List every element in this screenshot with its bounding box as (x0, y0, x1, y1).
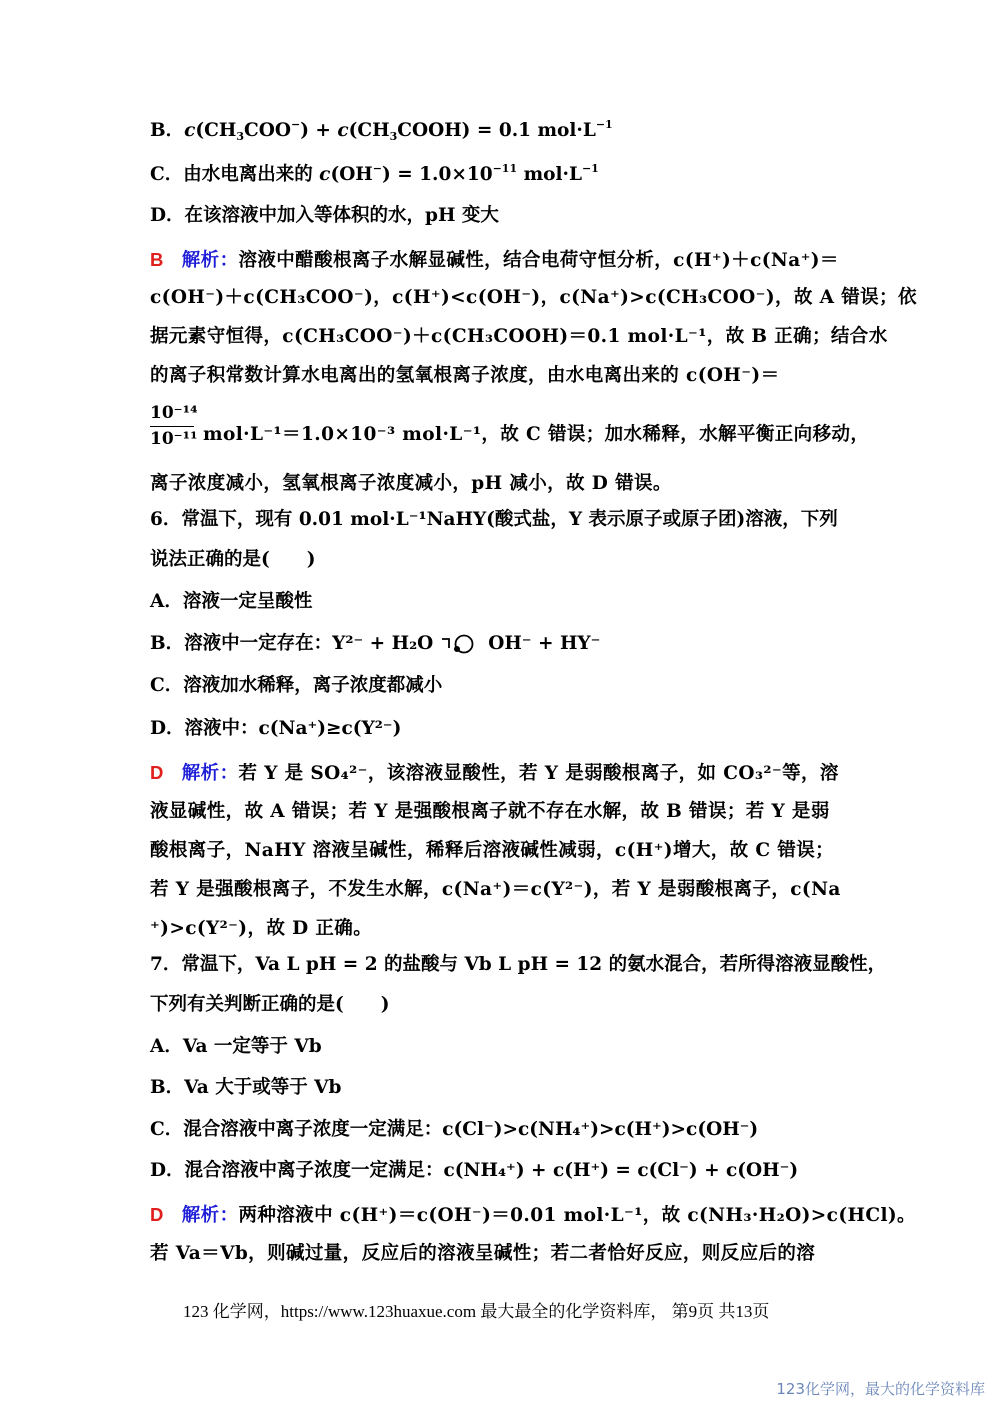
q6-option-b: B．溶液中一定存在：Y²⁻ + H₂O OH⁻ + HY⁻ (150, 633, 601, 654)
page-footer: 123 化学网，https://www.123huaxue.com 最大最全的化学资料库， 第9页 共13页 (183, 1302, 770, 1321)
q7-option-b: B．Va 大于或等于 Vb (150, 1077, 342, 1098)
q5-analysis-line-5: mol·L⁻¹＝1.0×10⁻³ mol·L⁻¹，故 C 错误；加水稀释，水解平衡正向移动， (203, 424, 870, 445)
watermark: 123化学网，最大的化学资料库 (776, 1380, 985, 1398)
q7-option-d: D．混合溶液中离子浓度一定满足：c(NH₄⁺) + c(H⁺) = c(Cl⁻) + c(OH⁻) (150, 1160, 799, 1181)
q5-option-b: B．$c(CH_3COO^-)$ + $c(CH_3COOH) = 0.1$ $mol\cdot L^{-1}$ (150, 118, 613, 143)
q5-analysis-line-3: 据元素守恒得，c(CH₃COO⁻)＋c(CH₃COOH)＝0.1 mol·L⁻¹，故 B 正确；结合水 (150, 326, 888, 347)
q6-option-c: C．溶液加水稀释，离子浓度都减小 (150, 675, 443, 696)
q6-option-d: D．溶液中：c(Na⁺)≥c(Y²⁻) (150, 718, 402, 739)
q5-option-c: C．由水电离出来的 $c(OH^-) = 1.0\times 10^{-11}$ $mol\cdot L^{-1}$ (150, 162, 599, 185)
q6-analysis-line-1: D 解析：若 Y 是 SO₄²⁻，该溶液显酸性，若 Y 是弱酸根离子，如 CO₃²⁻等，溶 (150, 762, 839, 784)
q6-answer: D (150, 762, 164, 783)
q6-analysis-line-5: ⁺)>c(Y²⁻)，故 D 正确。 (150, 918, 373, 939)
q7-analysis-line-1: D 解析：两种溶液中 c(H⁺)＝c(OH⁻)＝0.01 mol·L⁻¹，故 c(NH₃·H₂O)>c(HCl)。 (150, 1204, 916, 1226)
analysis-label: 解析： (181, 1205, 239, 1226)
fraction-bar (150, 426, 194, 427)
q7-answer: D (150, 1204, 164, 1225)
q6-stem-line-2: 说法正确的是( ) (150, 549, 316, 570)
analysis-label: 解析： (181, 763, 239, 784)
q6-option-a: A．溶液一定呈酸性 (150, 591, 313, 612)
q5-analysis-line-4: 的离子积常数计算水电离出的氢氧根离子浓度，由水电离出来的 c(OH⁻)＝ (150, 365, 780, 386)
analysis-label: 解析： (181, 250, 239, 271)
q6-stem-line-1: 6．常温下，现有 0.01 mol·L⁻¹NaHY(酸式盐，Y 表示原子或原子团)溶液，下列 (150, 509, 838, 530)
q7-option-c: C．混合溶液中离子浓度一定满足：c(Cl⁻)>c(NH₄⁺)>c(H⁺)>c(OH⁻) (150, 1119, 759, 1140)
fraction-denominator: 10⁻¹¹ (150, 429, 198, 449)
q6-analysis-line-2: 液显碱性，故 A 错误；若 Y 是强酸根离子就不存在水解，故 B 错误；若 Y 是弱 (150, 801, 830, 822)
q5-analysis-line-6: 离子浓度减小，氢氧根离子浓度减小，pH 减小，故 D 错误。 (150, 473, 672, 494)
q5-fraction (150, 403, 198, 449)
equilibrium-arrow-icon (440, 634, 482, 654)
fraction-numerator: 10⁻¹⁴ (150, 403, 198, 423)
q5-analysis-line-1: B 解析：溶液中醋酸根离子水解显碱性，结合电荷守恒分析，c(H⁺)＋c(Na⁺)＝ (150, 249, 839, 271)
q7-option-a: A．Va 一定等于 Vb (150, 1036, 322, 1057)
q7-analysis-line-2: 若 Va＝Vb，则碱过量，反应后的溶液呈碱性；若二者恰好反应，则反应后的溶 (150, 1243, 816, 1264)
q5-analysis-line-2: c(OH⁻)＋c(CH₃COO⁻)，c(H⁺)<c(OH⁻)，c(Na⁺)>c(CH₃COO⁻)，故 A 错误；依 (150, 287, 917, 308)
q5-option-d: D．在该溶液中加入等体积的水，pH 变大 (150, 205, 499, 226)
q7-stem-line-1: 7．常温下，Va L pH = 2 的盐酸与 Vb L pH = 12 的氨水混合，若所得溶液显酸性， (150, 954, 887, 975)
q6-analysis-line-4: 若 Y 是强酸根离子，不发生水解，c(Na⁺)＝c(Y²⁻)，若 Y 是弱酸根离子，c(Na (150, 879, 841, 900)
q7-stem-line-2: 下列有关判断正确的是( ) (150, 994, 390, 1015)
q6-analysis-line-3: 酸根离子，NaHY 溶液呈碱性，稀释后溶液碱性减弱，c(H⁺)增大，故 C 错误； (150, 840, 835, 861)
q5-answer: B (150, 249, 164, 270)
